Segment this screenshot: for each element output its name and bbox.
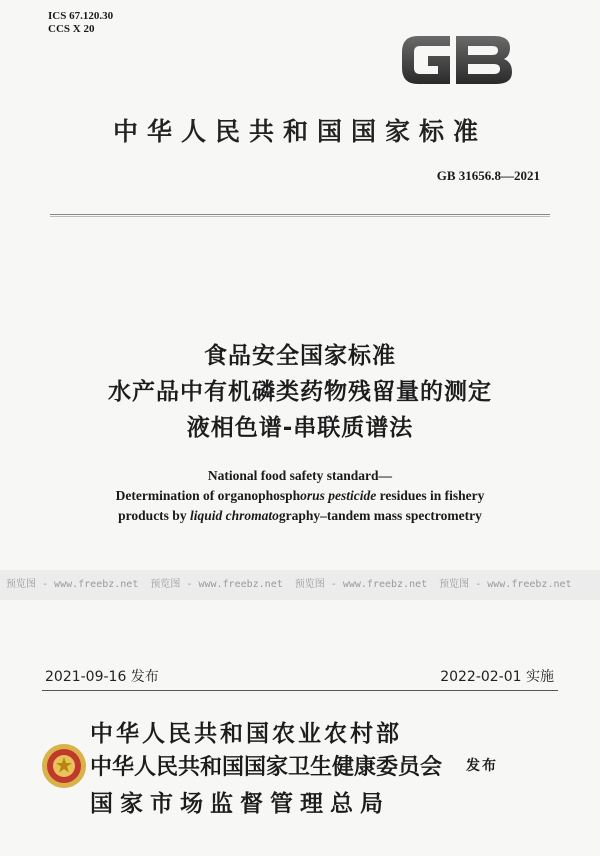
ics-code: ICS 67.120.30 [48,10,114,22]
watermark-text: 预览图 - www.freebz.net [294,579,428,590]
header-divider [50,214,550,217]
ccs-code: CCS X 20 [48,23,95,35]
issuer-line2: 中华人民共和国国家卫生健康委员会 [90,754,443,780]
watermark-band [0,570,600,600]
cn-title-line1: 食品安全国家标准 [204,343,396,369]
watermark-text: 预览图 - www.freebz.net [150,579,283,590]
footer-divider [42,690,558,691]
national-emblem-icon [40,742,88,790]
cn-title-line2: 水产品中有机磷类药物残留量的测定 [108,379,492,405]
gb-logo-icon [398,30,516,88]
standard-number: GB 31656.8—2021 [436,168,540,183]
standard-type-title: 中华人民共和国国家标准 [112,117,487,146]
publish-date: 2021-09-16 发布 [45,669,159,685]
watermark-text: 预览图 - www.freebz.net [439,579,572,590]
issuer-line1: 中华人民共和国农业农村部 [90,720,402,747]
en-title-line3: products by liquid chromatography–tandem mass spectrometry [118,508,482,523]
en-title-line1: National food safety standard— [207,468,393,483]
issue-action: 发布 [466,758,498,774]
implement-date: 2022-02-01 实施 [440,669,554,685]
cn-title-line3: 液相色谱-串联质谱法 [186,415,414,441]
watermark-text: 预览图 - www.freebz.net [6,579,139,590]
classification-codes [48,10,113,36]
issuer-line3: 国家市场监督管理总局 [90,790,390,817]
en-title-line2: Determination of organophosphorus pesticide residues in fishery [115,488,485,503]
